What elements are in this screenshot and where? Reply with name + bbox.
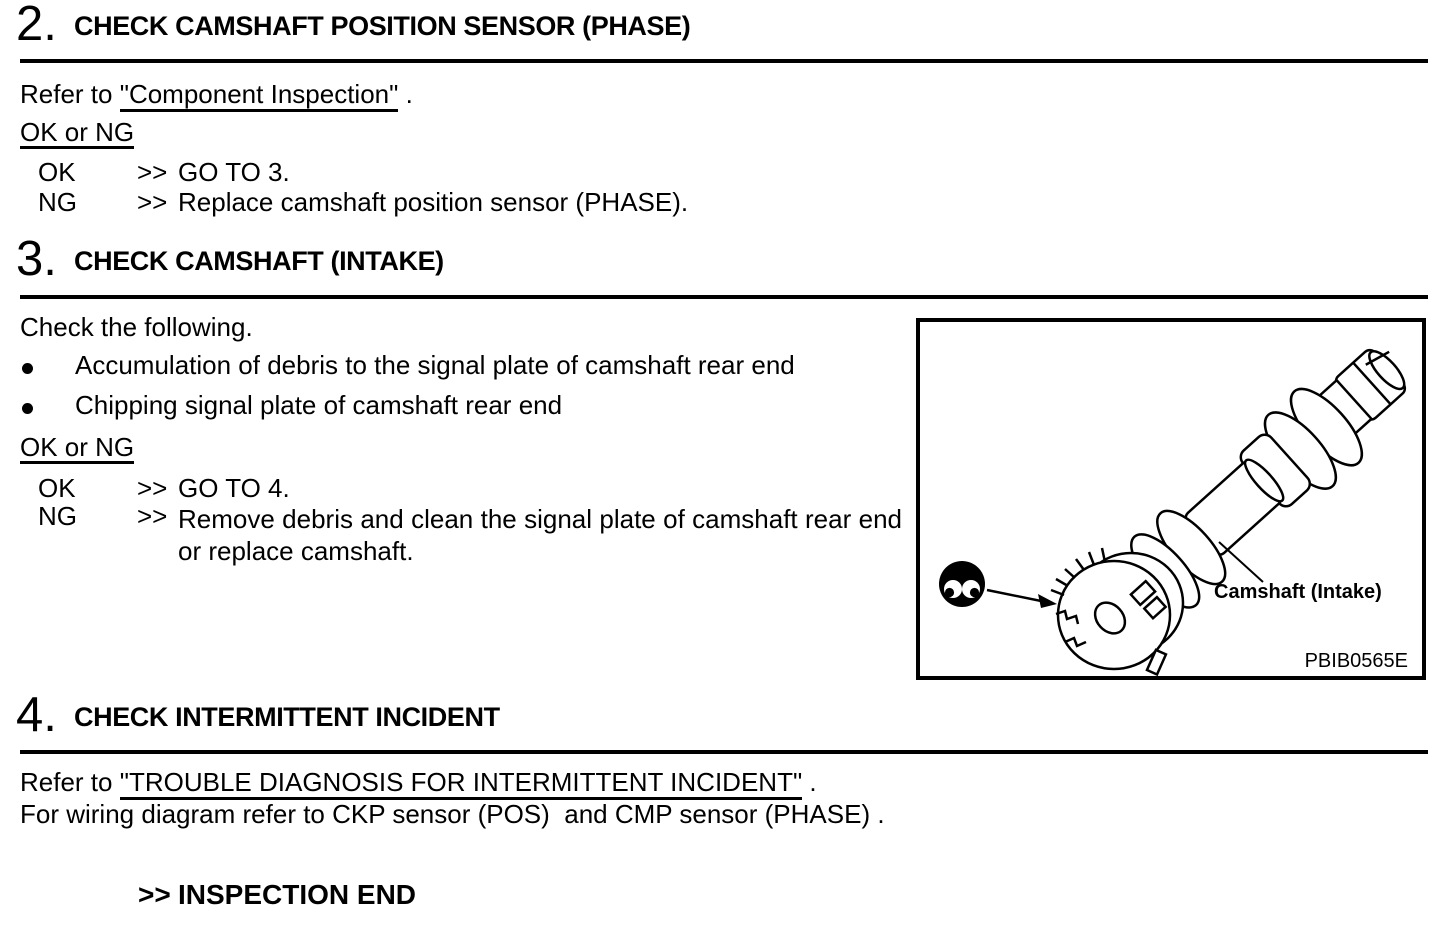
result-arrow-icon: >> bbox=[137, 473, 168, 503]
result-arrow-icon: >> bbox=[137, 501, 168, 531]
result-arrow-icon: >> bbox=[138, 879, 171, 910]
step-4-heading bbox=[16, 688, 500, 742]
bullet-text: Chipping signal plate of camshaft rear end bbox=[75, 390, 563, 420]
bullet-text: Accumulation of debris to the signal plate of camshaft rear end bbox=[75, 350, 795, 380]
result-arrow-icon: >> bbox=[137, 157, 168, 187]
bullet-icon bbox=[22, 363, 33, 374]
refer-suffix: . bbox=[802, 767, 817, 797]
bullet-item bbox=[0, 392, 900, 424]
heading-rule-step-2 bbox=[20, 59, 1428, 63]
pointer-arrow-icon bbox=[987, 590, 1057, 608]
trouble-diagnosis-link[interactable]: "TROUBLE DIAGNOSIS FOR INTERMITTENT INCIDENT" bbox=[120, 767, 802, 800]
step-3-ok-or-ng bbox=[20, 434, 134, 464]
result-label: NG bbox=[38, 187, 77, 217]
inspection-end-text: INSPECTION END bbox=[178, 879, 417, 910]
refer-prefix: Refer to bbox=[20, 79, 120, 109]
camshaft-figure bbox=[916, 318, 1426, 680]
step-3-number: 3. bbox=[16, 232, 57, 286]
step-2-ok-or-ng bbox=[20, 119, 134, 149]
component-inspection-link[interactable]: "Component Inspection" bbox=[120, 79, 399, 112]
result-label: NG bbox=[38, 501, 77, 531]
step-2-result-ng bbox=[0, 189, 1456, 221]
figure-label: Camshaft (Intake) bbox=[1214, 581, 1382, 603]
figure-code: PBIB0565E bbox=[1304, 650, 1408, 672]
step-4-number: 4. bbox=[16, 688, 57, 742]
step-2-title: CHECK CAMSHAFT POSITION SENSOR (PHASE) bbox=[74, 11, 691, 41]
result-text: Replace camshaft position sensor (PHASE). bbox=[178, 187, 689, 217]
result-text: Remove debris and clean the signal plate of camshaft rear end or replace camshaft. bbox=[178, 504, 902, 566]
camshaft-line-drawing bbox=[920, 322, 1422, 676]
step-4-wiring-line: For wiring diagram refer to CKP sensor (POS) and CMP sensor (PHASE) . bbox=[20, 799, 885, 829]
step-4-refer-line bbox=[20, 769, 817, 795]
result-arrow-icon: >> bbox=[137, 187, 168, 217]
heading-rule-step-3 bbox=[20, 295, 1428, 299]
heading-rule-step-4 bbox=[20, 750, 1428, 754]
step-3-title: CHECK CAMSHAFT (INTAKE) bbox=[74, 246, 444, 276]
step-2-number: 2. bbox=[16, 0, 57, 51]
refer-suffix: . bbox=[398, 79, 413, 109]
ok-or-ng-label: OK or NG bbox=[20, 432, 135, 462]
step-2-refer-line bbox=[20, 81, 413, 107]
result-label: OK bbox=[38, 473, 76, 503]
step-4-title: CHECK INTERMITTENT INCIDENT bbox=[74, 702, 500, 732]
result-text: GO TO 3. bbox=[178, 157, 290, 187]
result-label: OK bbox=[38, 157, 76, 187]
bullet-item bbox=[0, 352, 900, 384]
step-2-heading bbox=[16, 0, 690, 49]
step-3-intro: Check the following. bbox=[20, 312, 253, 342]
ok-or-ng-label: OK or NG bbox=[20, 117, 135, 147]
step-3-heading bbox=[16, 232, 444, 286]
refer-prefix: Refer to bbox=[20, 767, 120, 797]
bullet-icon bbox=[22, 403, 33, 414]
signal-plate bbox=[1058, 553, 1183, 674]
visual-check-eyes-icon bbox=[939, 561, 985, 607]
inspection-end-row bbox=[0, 881, 1456, 915]
result-text: GO TO 4. bbox=[178, 473, 290, 503]
